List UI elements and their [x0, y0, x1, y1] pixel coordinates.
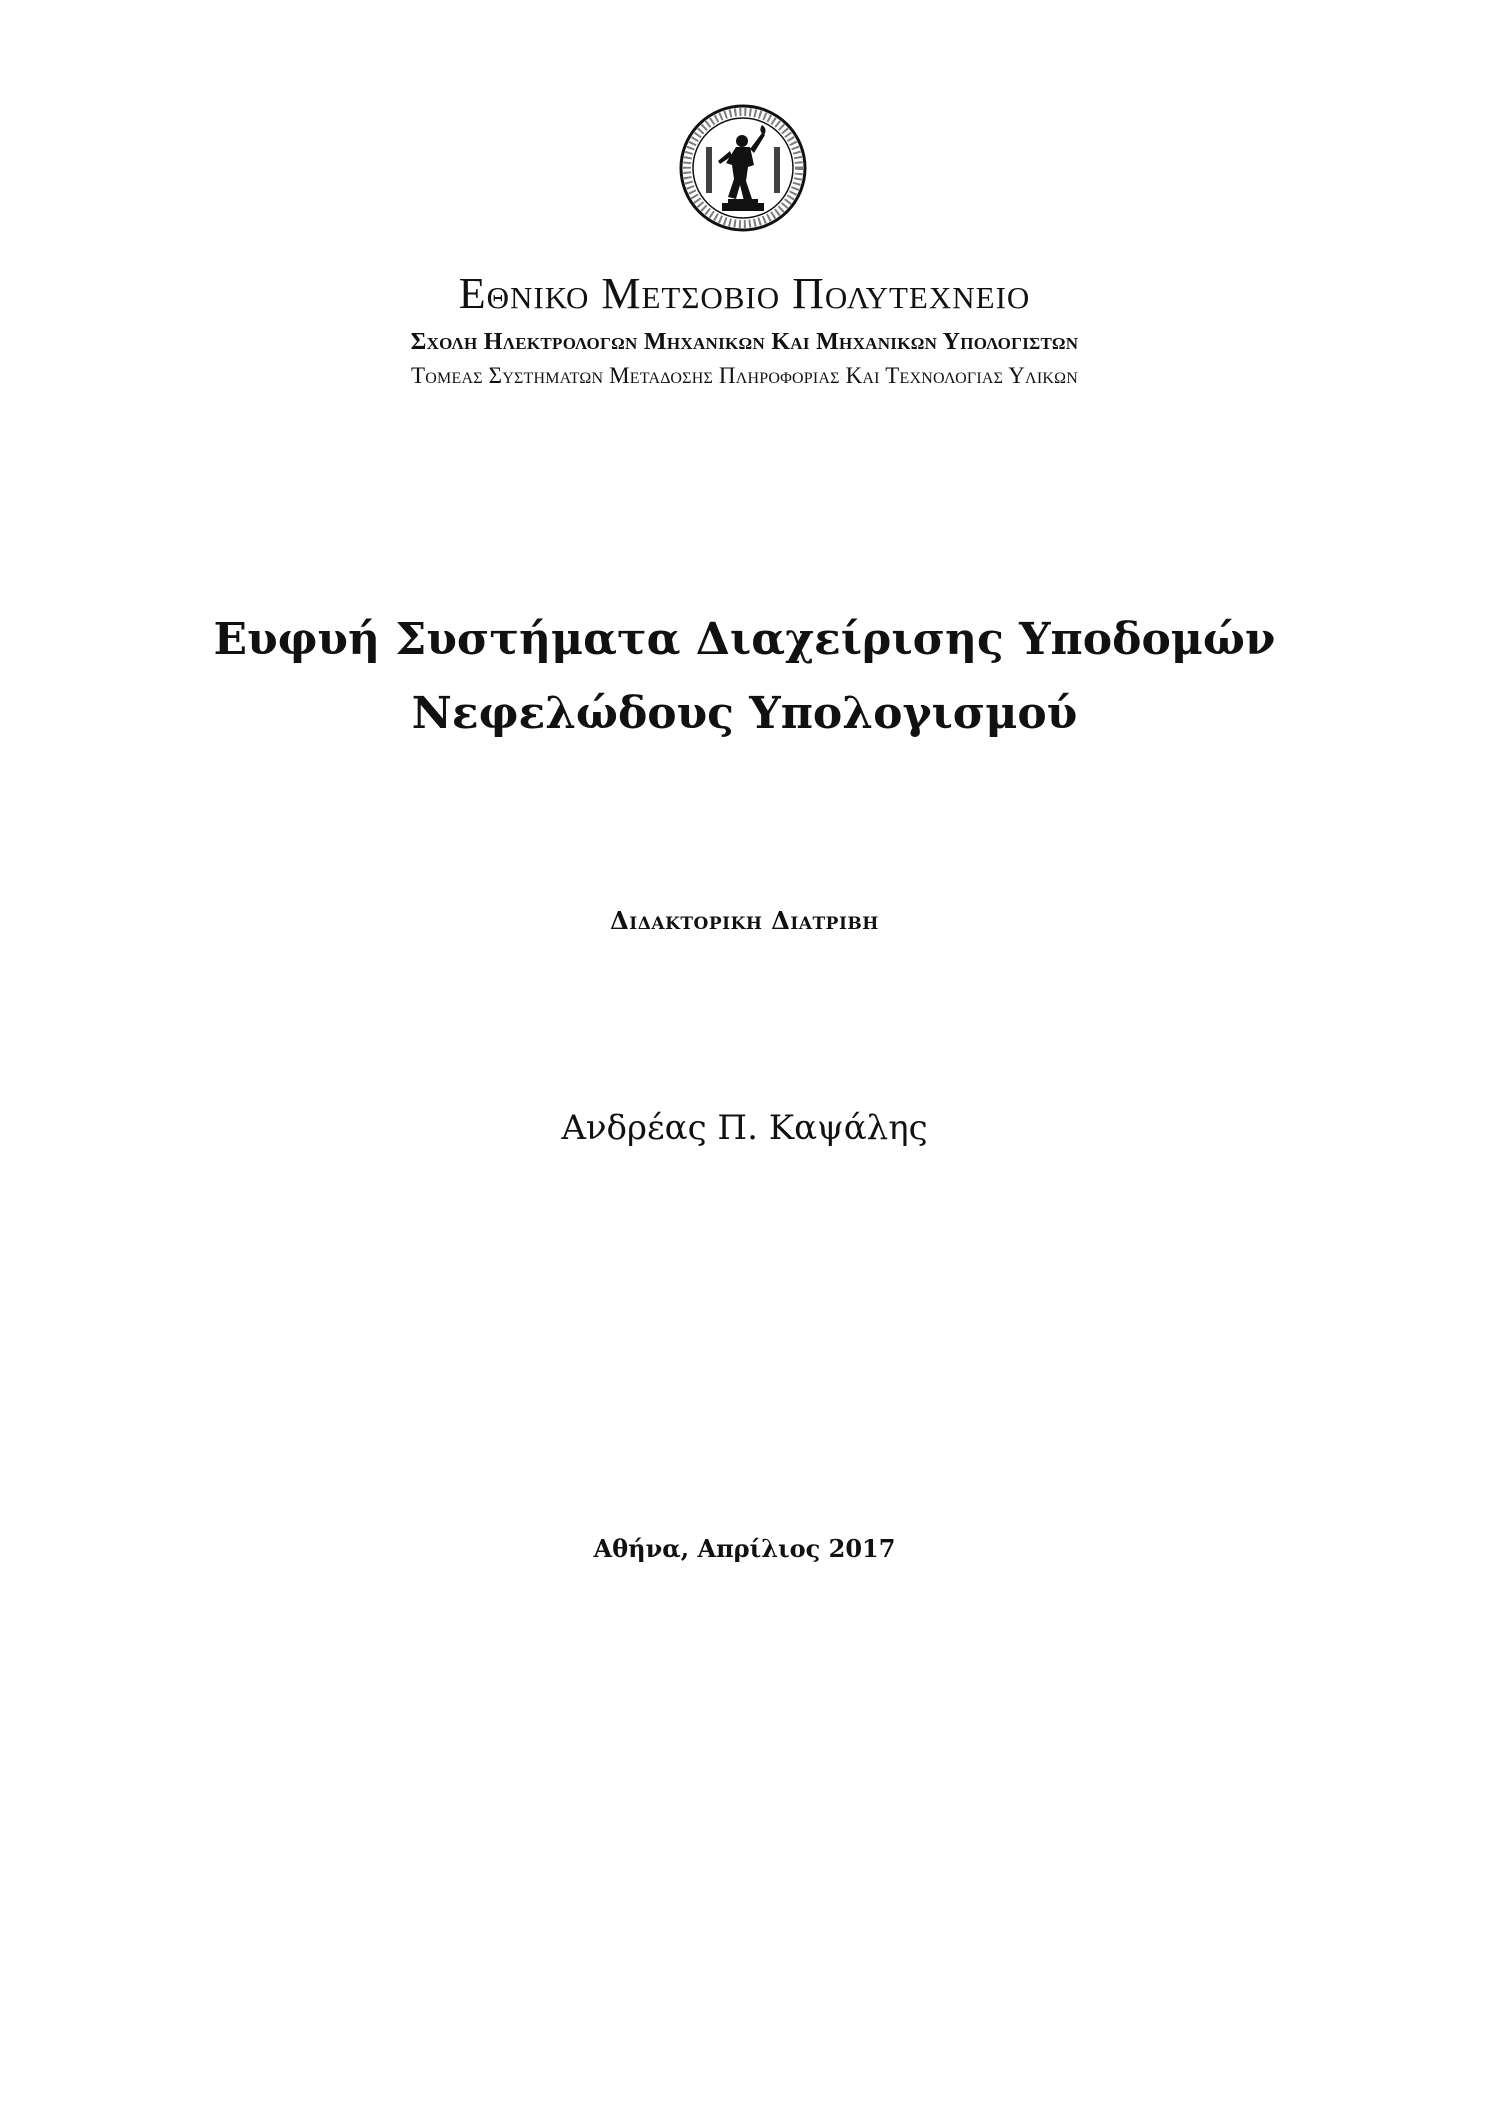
university-name: Εθνικο Μετσοβιο Πολυτεχνειο [458, 269, 1031, 318]
author-name: Ανδρέας Π. Καψάλης [561, 1108, 928, 1148]
document-type: Διδακτορικη Διατριβη [610, 906, 879, 935]
thesis-title-line-1: Ευφυή Συστήματα Διαχείρισης Υποδομών [213, 614, 1276, 665]
school-name: Σχολη Ηλεκτρολογων Μηχανικων Και Μηχανικων Υπολογιστων [410, 329, 1079, 355]
place-date: Αθήνα, Απρίλιος 2017 [593, 1534, 896, 1563]
division-name: Τομεας Συστηματων Μεταδοσης Πληροφοριας Και Τεχνολογιας Υλικων [411, 363, 1078, 388]
thesis-title-line-2: Νεφελώδους Υπολογισμού [411, 688, 1078, 739]
university-seal-icon [678, 103, 808, 233]
